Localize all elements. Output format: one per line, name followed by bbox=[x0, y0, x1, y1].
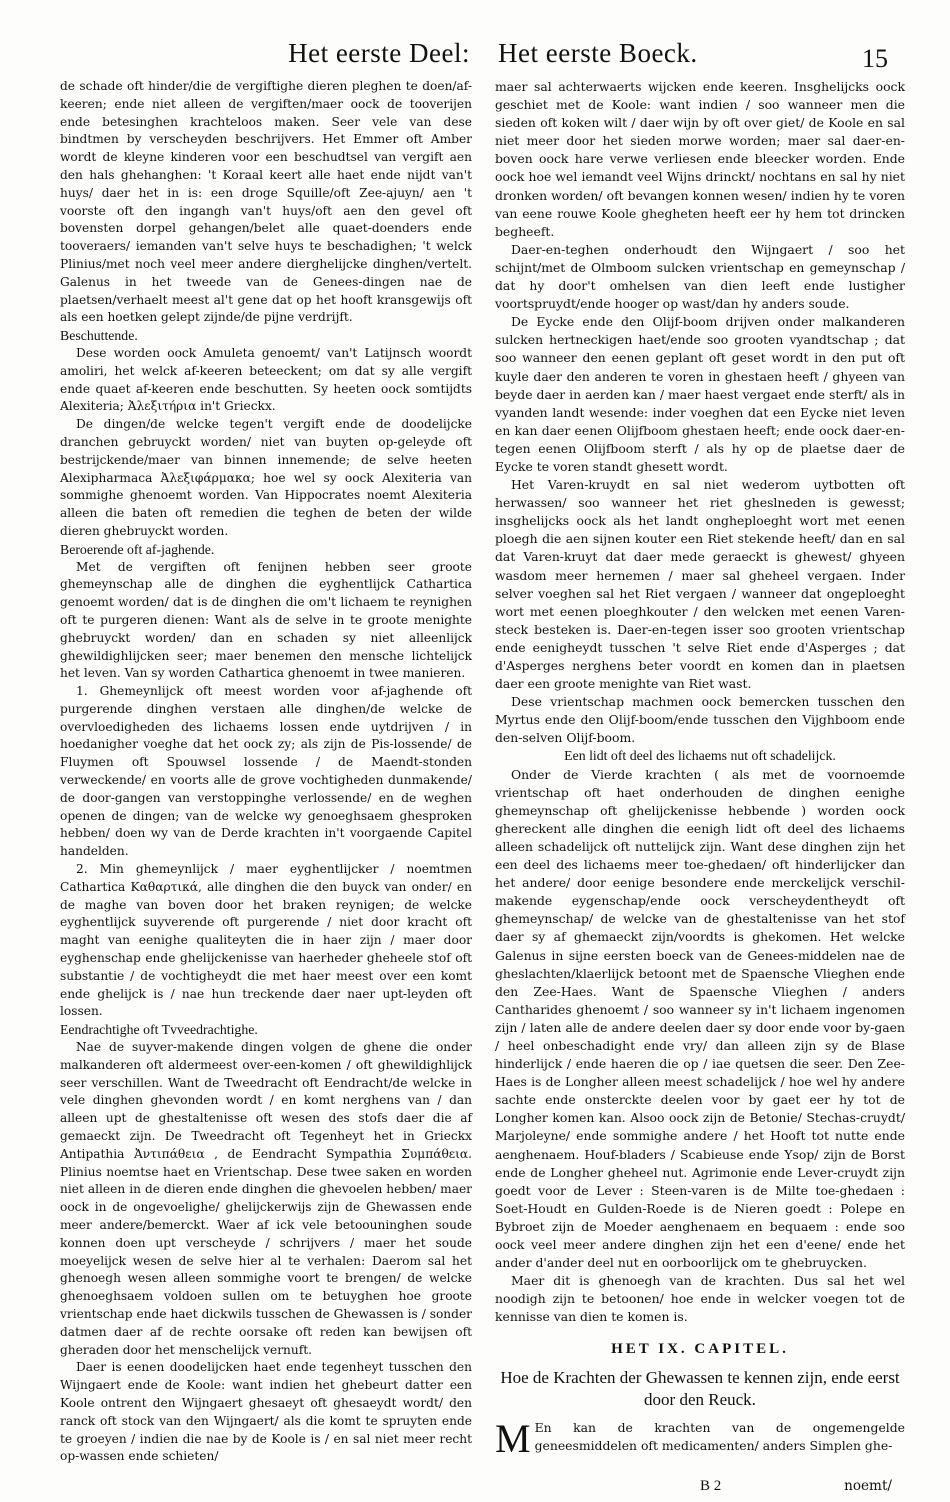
paragraph: Met de vergiften oft fenijnen hebben seer groote ghemeynschap alle de dinghen die eyghentlijck Cathartica genoemt worden/ dat is de dinghen die om't lichaem te reynighen oft te purgeren dienen: Want als de selve in te groote menighte ghebruyckt worden/ dan en schaden sy niet alleenlijck ghewildighlijcken seer; maer benemen den mensche lichtelijck het leven. Van sy worden Cathartica ghenoemt in twee manieren. bbox=[60, 559, 472, 681]
paragraph: Maer dit is ghenoegh van de krachten. Dus sal het wel noodigh zijn te betoonen/ hoe ende in welcker voegen tot de kennisse van dien te komen is. bbox=[495, 1273, 905, 1325]
running-title-left: Het eerste Deel: bbox=[288, 38, 470, 68]
side-heading: Beschuttende. bbox=[60, 328, 138, 344]
paragraph: Daer is eenen doodelijcken haet ende tegenheyt tusschen den Wijngaert ende de Koole: want indien het ghebeurt datter een Koole ontrent den Wijngaert ghesaeyt oft ghesaeydt wordt/ den ranck oft stock van den Wijngaert/ als die komt te spruyten ende te groeyen / indien die nae by de Koole is / en sal niet meer recht op-wassen ende schieten/ bbox=[60, 1360, 472, 1464]
drop-cap: M bbox=[495, 1415, 531, 1461]
paragraph: Dese worden oock Amuleta genoemt/ van't Latijnsch woordt amoliri, het welck af-keeren beteeckent; om dat sy alle vergift ende quaet af-keeren ende beschutten. Sy heeten oock somtijdts Alexiteria; Ἀλεξιτήρια in't Grieckx. bbox=[60, 345, 472, 414]
chapter-subtitle: Hoe de Krachten der Ghewassen te kennen zijn, ende eerst door den Reuck. bbox=[500, 1367, 900, 1409]
side-heading: Een lidt oft deel des lichaems nut oft schadelijck. bbox=[564, 748, 836, 764]
opening-text: En kan de krachten van de ongemengelde geneesmiddelen oft medicamenten/ anders Simplen ghe- bbox=[534, 1419, 905, 1453]
numbered-paragraph: 1. Ghemeynlijck oft meest worden voor af-jaghende oft purgerende dinghen verstaen alle dinghen/de welcke de overvloedigheden des lichaems lossen ende uytdrijven / in hoedanigher voeghe dat het oock zy; als zijn de Pis-lossende/ de Fluymen oft Spouwsel lossende / de Maendt-stonden verweckende/ en voorts alle de grove vochtigheden dunmakende/ de door-gangen van verstoppinghe verlossende/ en de weghen openen de dingen; van de welcke wy genoeghsaem ghesproken hebben/ doen wy van de Derde krachten in't voorgaende Capitel handelden. bbox=[60, 684, 472, 859]
catchword: noemt/ bbox=[844, 1478, 892, 1494]
paragraph: Nae de suyver-makende dingen volgen de ghene die onder malkanderen oft aldermeest over-een-komen / oft ghewildighlijck seer verschillen. Want de Tweedracht oft Eendracht/de welcke in vele dinghen ghevonden wordt / en komt nerghens van / dan alleen upt de ghestaltenisse oft wesen des stofs daer die af gemaeckt zijn. De Tweedracht oft Tegenheyt het in Grieckx Antipathia Ἀντιπάθεια , de Eendracht Sympathia Συμπάθεια. Plinius noemtse haet en Vrientschap. Dese twee saken en worden niet alleen in de dieren ende dinghen die ghevoelen hebben/ maer oock in de ongevoelighe/ ghelijckerwijs zijn de Ghewassen ende meer andere/bemerckt. Waer af ick vele betoouninghen soude konnen doen upt verscheyde / schrijvers / maer het soude moeyelijck wesen de selve hier al te verhalen: Daerom sal het ghenoegh wesen alleen sommighe voort te brengen/ de welcke ghenoeghsaem voldoen sullen om te betuyghen hoe groote vrientschap ende haet dickwils tusschen de Ghewassen is / sonder datmen daer af de rechte oorsake oft reden kan bewijsen oft gheraden door het menschelijck vernuft. bbox=[60, 1040, 472, 1357]
paragraph: de schade oft hinder/die de vergiftighe dieren pleghen te doen/af-keeren; ende niet alleen de vergiften/maer oock de tooverijen ende betesinghen krachteloos maken. Seer vele van dese bindtmen by verscheyden beschrijvers. Het Emmer oft Amber wordt de kleyne kinderen voor een beschudtsel van vergift aen den hals ghehanghen: 't Koraal keert alle haet ende nijdt van't huys/ daer het in is: een droge Squille/oft Zee-ajuyn/ aen 't voorste oft den ingangh van't huys/oft aen den gevel oft bovensten dorpel gehangen/belet alle quaet-doenders ende tooveraers/ iemanden van't selve huys te beschadighen; 't welck Plinius/met noch veel meer andere dierghelijcke dinghen/vertelt. Galenus in het tweede van de Genees-dingen nae de plaetsen/verhaelt meest al't gene dat op het hooft kransgewijs oft als een hoetken gelept zijnde/de pijne verdrijft. bbox=[60, 79, 472, 325]
paragraph: Dese vrientschap machmen oock bemercken tusschen den Myrtus ende den Olijf-boom/ende tusschen den Vijghboom ende den-selven Olijf-boom. bbox=[495, 694, 905, 746]
paragraph: maer sal achterwaerts wijcken ende keeren. Insghelijcks oock geschiet met de Koole: want indien / soo wanneer men die sieden oft koken wilt / daer wijn by oft over giet/ de Koole en sal niet meer door het sieden morwe worden; maer sal daer-en-boven oock hare verwe verliesen ende bleecker worden. Ende oock hoe wel iemandt veel Wijns drinckt/ nochtans en sal hy niet dronken worden/ oft bevangen konnen wesen/ indien hy te voren van eene rouwe Koole ghegheten heeft eer hy hem tot drincken begheeft. bbox=[495, 79, 905, 239]
numbered-paragraph: 2. Min ghemeynlijck / maer eyghentlijcker / noemtmen Cathartica Καθαρτικά, alle dinghen die den buyck van onder/ en de maghe van boven door het braken reynigen; de welcke eyghentlijck suyverende oft purgerende / niet door kracht oft maght van eenighe qualiteyten die in haer zijn / maer door eyghenschap ende ghelijckenisse van haerheder gheheele stof oft substantie / de vochtigheydt die met haer meest over een komt ende ghelijck is / nae hun treckende daer naer upt-leyden oft lossen. bbox=[60, 862, 472, 1019]
right-column bbox=[495, 78, 905, 1461]
paragraph: De Eycke ende den Olijf-boom drijven onder malkanderen sulcken hertneckigen haet/ende soo grooten vyandtschap ; dat soo wanneer den eenen geplant oft geset wordt in den put oft kuyle daer den anderen te voren in ghestaen heeft / ghyeen van beyde daer in aerden kan / maer haest vergaet ende sterft/ als in vyanden landt wesende: inder voeghen dat een Eycke niet leven en kan daer eenen Olijfboom ghestaen heeft; ende oock daer-en-tegen eenen Olijfboom sterft / als hy op de plaetse daer de Eycke te voren standt ghesett wordt. bbox=[495, 314, 905, 474]
chapter-title: HET IX. CAPITEL. bbox=[611, 1341, 789, 1358]
running-header bbox=[0, 34, 950, 74]
signature-mark: B 2 bbox=[700, 1478, 722, 1494]
paragraph: Het Varen-kruydt en sal niet wederom uytbotten oft herwassen/ soo wanneer het riet gheslneden is gewesst; insghelijcks oock als het landt ongheploeght wort met eenen ploegh die aen sijnen kouter een Riet stekende heeft/ dan en sal dat Varen-kruyt dat daer mede geraeckt is ghewest/ ghyeen wasdom meer hernemen / maer sal gheheel vergaen. Inder selver voeghen sal het Riet vergaen / wanneer dat ongeploeght wort met eenen ploeghkouter / den welcken met eenen Varen-steck besteken is. Daer-en-tegen isser soo grooten vrientschap ende eenigheydt tusschen 't selve Riet ende d'Asperges ; dat d'Asperges nerghens beter voordt en komen dan in plaetsen daer een groote menighte van Riet wast. bbox=[495, 477, 905, 692]
paragraph: Daer-en-teghen onderhoudt den Wijngaert / soo het schijnt/met de Olmboom sulcken vrientschap en gemeynschap / dat hy door't omhelsen van dien leeft ende lustigher voortspruydt/ende hooger op wast/dan hy anders soude. bbox=[495, 241, 905, 312]
page-number: 15 bbox=[862, 44, 888, 73]
side-heading: Eendrachtighe oft Tvveedrachtighe. bbox=[60, 1022, 258, 1038]
side-heading: Beroerende oft af-jaghende. bbox=[60, 541, 215, 557]
paragraph: Onder de Vierde krachten ( als met de voornoemde vrientschap oft haet onderhouden de dinghen eenighe ghemeynschap oft ghelijckenisse hebbende ) worden oock ghereckent alle dinghen die eenigh lidt oft deel des lichaems alleen schadelijck oft nuttelijck zijn. Want dese dinghen zijn het een deel des lichaems meer toe-ghedaen/ oft hinderlijcker dan het andere/ door eenige besondere ende merckelijck verschil-makende eygenschap/ende oock verscheydentheydt oft ghemeynschap/ de welcke van de ghestaltenisse van het stof daer sy af ghemaeckt zijn/voordts is ghekomen. Het welcke Galenus in sijne eersten boeck van de Genees-middelen nae de gheslachten/klaerlijck betoont met de Spaensche Vlieghen ende den Zee-Haes. Want de Spaensche Vlieghen / anders Cantharides ghenoemt / soo wanneer sy in't lichaem ingenomen zijn / laten alle de andere deelen daer sy door ende voor by-gaen / heel onbeschadight ende vry/ dan alleen zijn sy de Blase hinderlijck / ende haeren die op / iae quetsen die seer. Den Zee-Haes is de Longher alleen meest schadelijck / hoe wel hy andere sachte ende onsterckte deelen voor by gaet eer hy tot de Longher komen kan. Alsoo oock zijn de Betonie/ Stechas-cruydt/ Marjoleyne/ ende sommighe andere / het Hooft tot nutte ende aenghenaem. Houf-bladers / Scabieuse ende Ysop/ zijn de Borst ende de Longher gheheel nut. Agrimonie ende Lever-cruydt zijn goedt voor de Lever : Steen-varen is de Milte toe-ghedaen : Soet-Houdt en Gulden-Roede is de Nieren goedt : Polepe en Bybroet zijn de Moeder aenghenaem en bequaem : ende soo oock veel meer andere dinghen zijn het een d'eene/ ende het ander d'ander deel nut en oorboorlijck om te ghebruycken. bbox=[495, 766, 905, 1271]
running-title-right: Het eerste Boeck. bbox=[498, 38, 698, 68]
left-column bbox=[60, 78, 472, 1466]
paragraph: De dingen/de welcke tegen't vergift ende de doodelijcke dranchen gebruyckt worden/ niet van buyten op-geleyde oft bestrijckende/maer van binnen innemende; de selve heeten Alexipharmaca Ἀλεξιφάρμακα; hoe wel sy oock Alexiteria van sommighe ghenoemt worden. Van Hippocrates noemt Alexiteria alleen die baten oft remedien die teghen de beten der wilde dieren ghebruyckt worden. bbox=[60, 417, 472, 538]
chapter-opening-paragraph bbox=[495, 1415, 905, 1461]
